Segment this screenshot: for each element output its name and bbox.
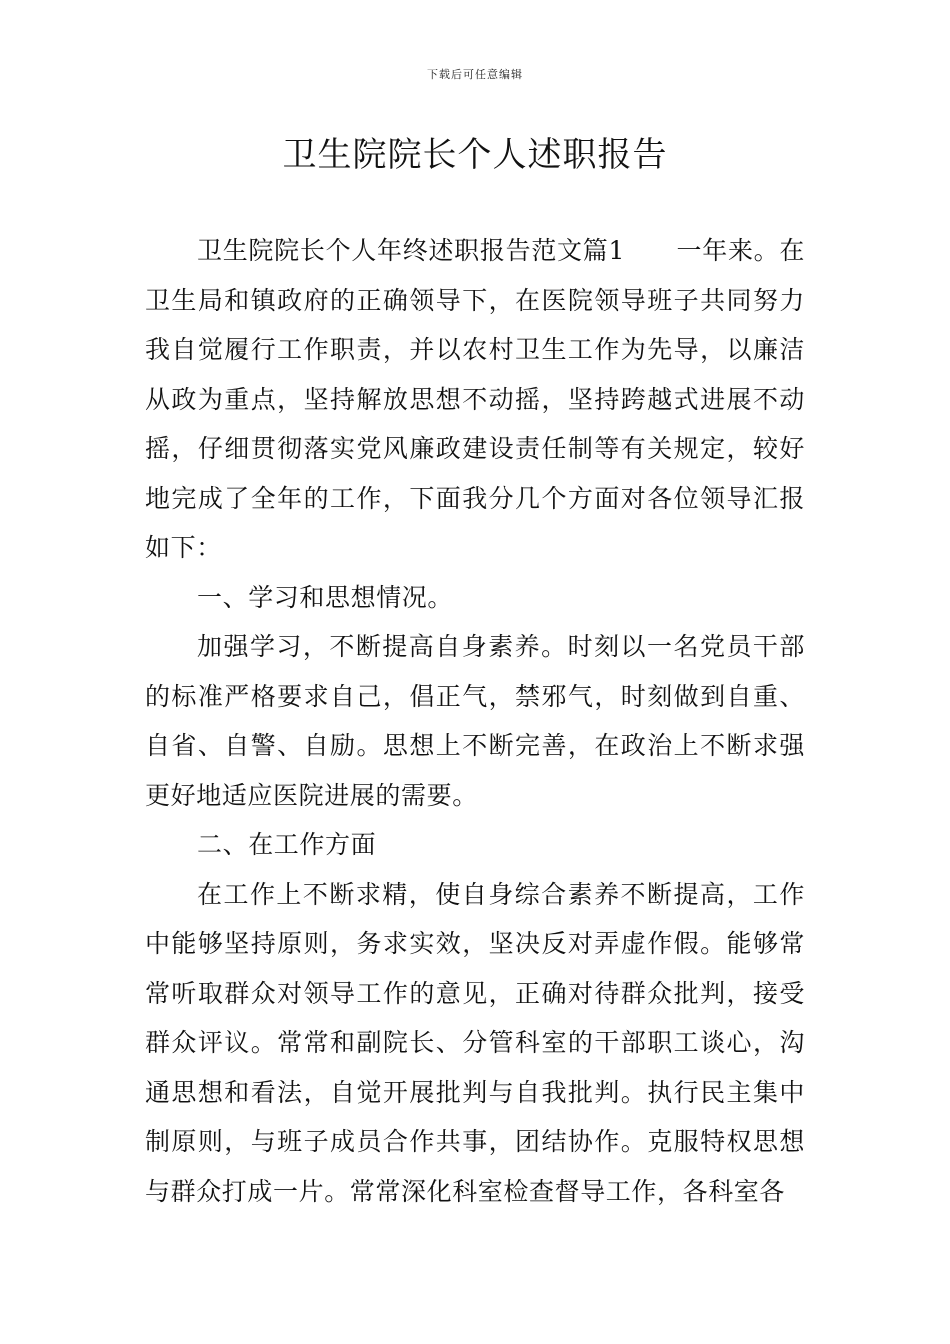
paragraph-work: 在工作上不断求精，使自身综合素养不断提高，工作中能够坚持原则，务求实效，坚决反对弄虚作假。能够常常听取群众对领导工作的意见，正确对待群众批判，接受群众评议。常常和副院长、分管科室的干部职工谈心，沟通思想和看法，自觉开展批判与自我批判。执行民主集中制原则，与班子成员合作共事，团结协作。克服特权思想与群众打成一片。常常深化科室检查督导工作，各科室各	[145, 879, 805, 1206]
document-body	[145, 226, 805, 1216]
paragraph-study: 加强学习，不断提高自身素养。时刻以一名党员干部的标准严格要求自己，倡正气，禁邪气，时刻做到自重、自省、自警、自励。思想上不断完善，在政治上不断求强更好地适应医院进展的需要。	[145, 632, 805, 810]
paragraph-intro: 卫生院院长个人年终述职报告范文篇1 一年来。在卫生局和镇政府的正确领导下，在医院领导班子共同努力我自觉履行工作职责，并以农村卫生工作为先导，以廉洁从政为重点，坚持解放思想不动摇，坚持跨越式进展不动摇，仔细贯彻落实党风廉政建设责任制等有关规定，较好地完成了全年的工作，下面我分几个方面对各位领导汇报如下：	[145, 236, 805, 562]
section-heading-study: 一、学习和思想情况。	[197, 582, 454, 612]
header-note: 下载后可任意编辑	[427, 68, 523, 81]
document-title: 卫生院院长个人述职报告	[282, 135, 668, 175]
section-heading-work: 二、在工作方面	[197, 830, 377, 859]
